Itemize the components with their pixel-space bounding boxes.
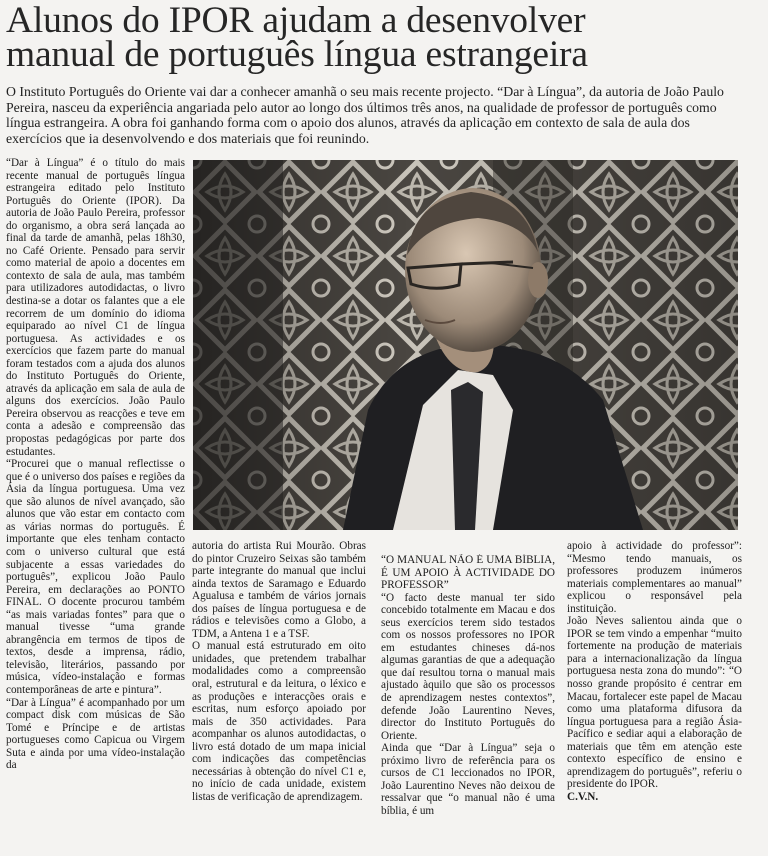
body-paragraph: “Dar à Língua” é acompanhado por um compact disk com músicas de São Tomé e Príncipe e de artistas portugueses como Capicua ou Virgem Suta e ainda por uma vídeo-instalação da [6, 696, 185, 772]
body-paragraph: “Procurei que o manual reflectisse o que é o universo dos países e regiões da Ásia da língua portuguesa. Uma vez que são alunos de nível avançado, são alunos que vão estar em contacto com as várias normas do português. É importante que eles tenham contacto com o universo cultural que está subjacente a essas variedades do português”, explicou João Paulo Pereira, em declarações ao PONTO FINAL. O docente procurou também “as mais variadas fontes” para que o manual tivesse “uma grande abrangência em termos de tipos de textos, desde a imprensa, rádio, televisão, literários, passando por música, vídeo-instalação e formas contemporâneas de arte e pintura”. [6, 458, 185, 696]
body-paragraph: autoria do artista Rui Mourão. Obras do pintor Cruzeiro Seixas são também parte integrante do manual que inclui ainda textos de Saramago e Eduardo Agualusa e também de vários jornais dos países de língua portuguesa e de rádios e televisões como a Globo, a TDM, a Antena 1 e a TSF. [192, 540, 366, 640]
section-heading: “O MANUAL NÃO É UMA BÍBLIA, É UM APOIO À ACTIVIDADE DO PROFESSOR” [381, 554, 555, 592]
headline-line-1: Alunos do IPOR ajudam a desenvolver [6, 0, 586, 41]
body-paragraph: João Neves salientou ainda que o IPOR se tem vindo a empenhar “muito fortemente na produção de materiais para a internacionalização da língua portuguesa nesta zona do mundo”: “O nosso grande propósito é centrar em Macau, fortalecer este papel de Macau como uma plataforma difusora da língua portuguesa para a região Ásia-Pacífico e sediar aqui a elaboração de materiais que têm em atenção este contexto específico de ensino e aprendizagem do português”, referiu o presidente do IPOR. [567, 615, 742, 791]
author-signature: C.V.N. [567, 790, 599, 803]
headline-line-2: manual de português língua estrangeira [6, 34, 588, 75]
body-paragraph: Ainda que “Dar à Língua” seja o próximo livro de referência para os cursos de C1 leccionados no IPOR, João Laurentino Neves não deixou de ressalvar que “o manual não é uma bíblia, é um [381, 742, 555, 817]
article-column-2 [192, 540, 366, 853]
body-paragraph: “Dar à Língua” é o título do mais recente manual de português língua estrangeira editado pelo Instituto Português do Oriente (IPOR). Da autoria de João Paulo Pereira, professor do organismo, a obra será lançada ao final da tarde de amanhã, pelas 18h30, no Café Oriente. Pensado para servir como material de apoio a docentes em contexto de sala de aula, mas também para utilizadores autodidactas, o livro destina-se a dotar os falantes que a ele recorrem de um domínio do idioma equiparado ao nível C1 de língua portuguesa. As actividades e os exercícios que fazem parte do manual foram testados com a ajuda dos alunos do Instituto Português do Oriente, através da aplicação em sala de aula de alguns dos exercícios. João Paulo Pereira observou as reacções e teve em conta a adesão e compreensão das propostas pedagógicas por parte dos estudantes. [6, 157, 185, 458]
headline [6, 0, 764, 75]
article-column-4 [567, 540, 742, 853]
article-column-1 [6, 157, 185, 853]
lede-paragraph: O Instituto Português do Oriente vai dar a conhecer amanhã o seu mais recente projecto. “Dar à Língua”, da autoria de João Paulo Pereira, nasceu da experiência angariada pelo autor ao longo dos últimos três anos, na qualidade de professor de português como língua estrangeira. A obra foi ganhando forma com o apoio dos alunos, através da aplicação em contexto de sala de aula dos exercícios que ia desenvolvendo e dos materiais que foi reunindo. [6, 84, 724, 146]
portrait-photo-image [193, 160, 738, 530]
body-paragraph: O manual está estruturado em oito unidades, que pretendem trabalhar modalidades como a compreensão oral, estrutural e da leitura, o léxico e as produções e interacções orais e escritas, num esforço apoiado por mais de 350 actividades. Para acompanhar os alunos autodidactas, o livro está dotado de um mapa inicial com indicações das competências necessárias à obtenção do nível C1 e, no início de cada unidade, existem listas de verificação de aprendizagem. [192, 640, 366, 803]
article-photo [193, 160, 738, 530]
article-column-3 [381, 554, 555, 853]
body-paragraph: apoio à actividade do professor”: “Mesmo tendo manuais, os professores produzem inúmeros materiais complementares ao manual” explicou o responsável pela instituição. [567, 540, 742, 615]
body-paragraph: “O facto deste manual ter sido concebido totalmente em Macau e dos seus exercícios terem sido testados com os nossos professores no IPOR em estudantes chineses dá-nos algumas garantias de que a adequação que daí resultou torna o manual mais ajustado àquilo que são os processos de aprendizagem nestes contextos”, defende João Laurentino Neves, director do Instituto Português do Oriente. [381, 591, 555, 742]
